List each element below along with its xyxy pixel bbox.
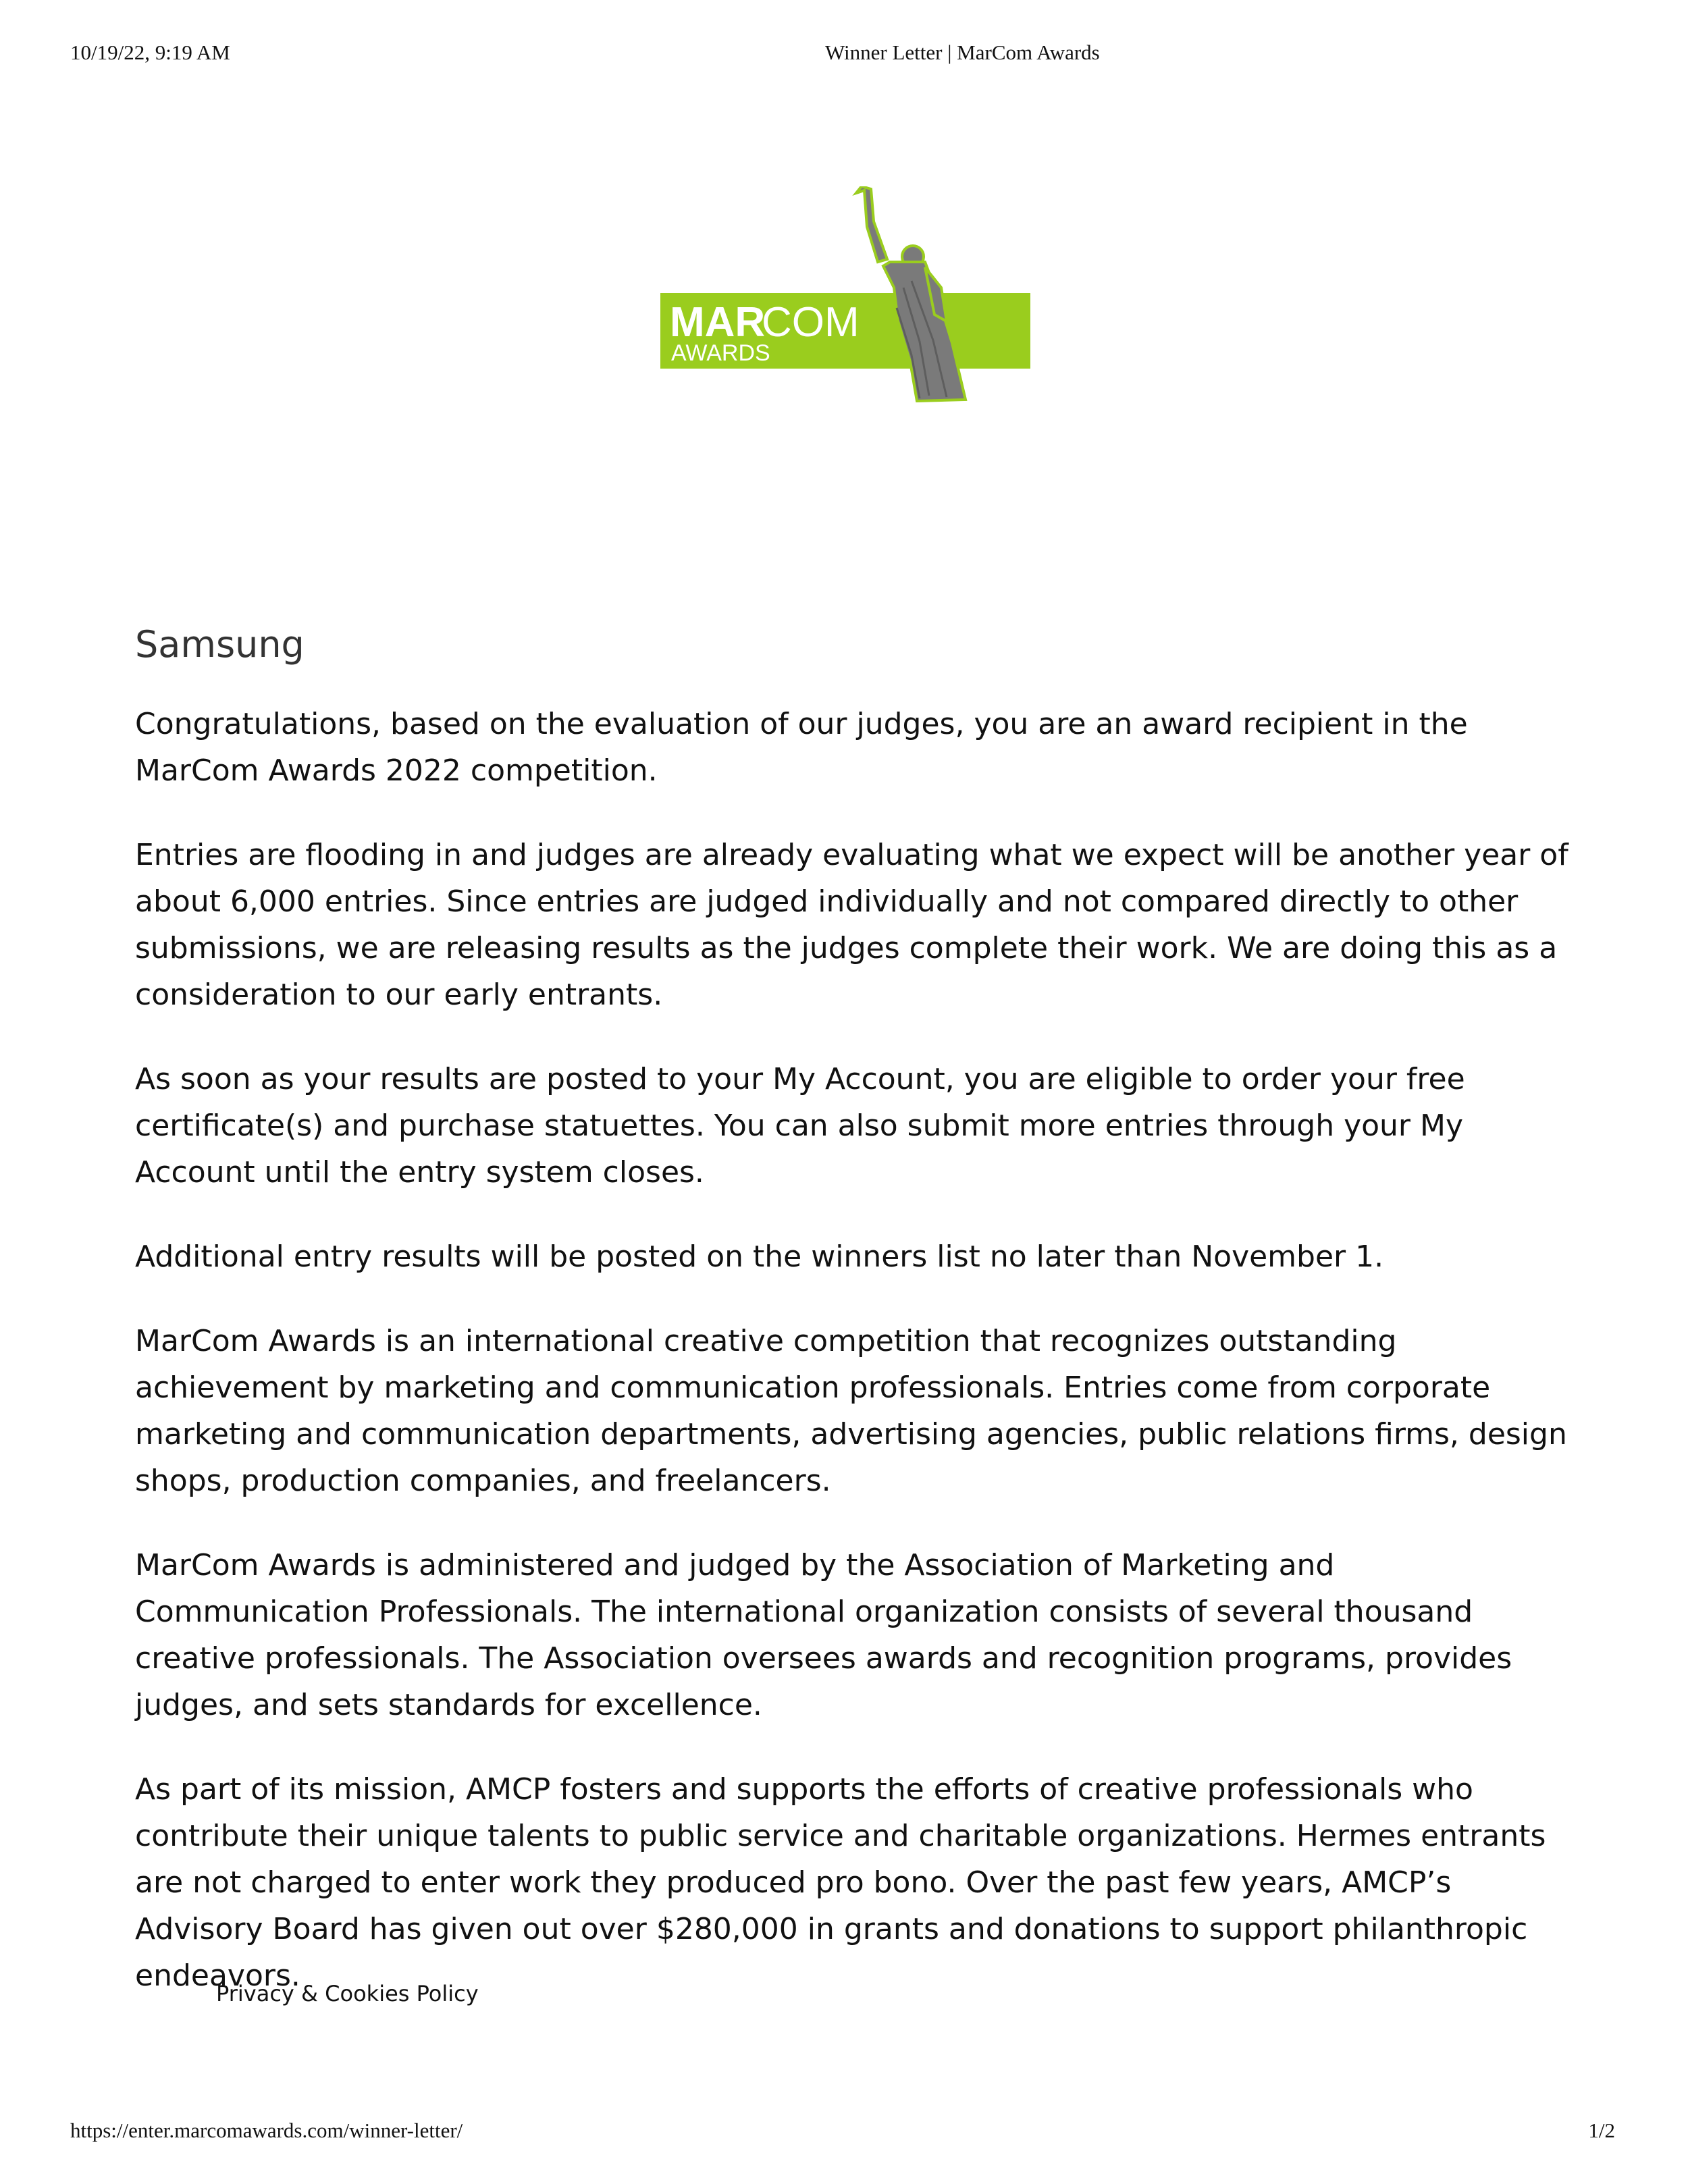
logo-text-com: COM	[762, 299, 860, 346]
letter-paragraph: MarCom Awards is administered and judged by the Association of Marketing and Communication Professionals. The international organization consists of several thousand creative professionals. The Association oversees awards and recognition programs, provides judges, and sets standards for excellence.	[135, 1548, 1512, 1722]
logo-text-mar: MAR	[670, 299, 766, 346]
logo-text-awards: AWARDS	[671, 340, 770, 366]
print-page-number: 1/2	[1588, 2119, 1615, 2142]
letter-paragraph: As soon as your results are posted to your My Account, you are eligible to order your free certificate(s) and purchase statuettes. You can also submit more entries through your My Account until the entry system closes.	[135, 1062, 1465, 1190]
recipient-name: Samsung	[135, 623, 305, 666]
letter-paragraph: As part of its mission, AMCP fosters and supports the efforts of creative professionals who contribute their unique talents to public service and charitable organizations. Hermes entrants are not charged to enter work they produced pro bono. Over the past few years, AMCP’s Advisory Board has given out over $280,000 in grants and donations to support philanthropic endeavors.	[135, 1772, 1546, 1993]
marcom-awards-logo	[660, 186, 1038, 402]
print-footer	[0, 2119, 1688, 2146]
letter-paragraph: MarCom Awards is an international creative competition that recognizes outstanding achievement by marketing and communication professionals. Entries come from corporate marketing and communication departments, advertising agencies, public relations firms, design shops, production companies, and freelancers.	[135, 1324, 1567, 1498]
privacy-cookies-policy-link[interactable]: Privacy & Cookies Policy	[216, 1981, 479, 2006]
letter-paragraph: Congratulations, based on the evaluation of our judges, you are an award recipient in the MarCom Awards 2022 competition.	[135, 707, 1468, 788]
winner-letter	[135, 621, 1573, 2037]
print-url: https://enter.marcomawards.com/winner-letter/	[70, 2119, 463, 2142]
print-datetime: 10/19/22, 9:19 AM	[70, 41, 230, 64]
print-page-title: Winner Letter | MarCom Awards	[825, 41, 1100, 64]
letter-paragraph: Additional entry results will be posted on the winners list no later than November 1.	[135, 1240, 1384, 1274]
print-header	[0, 41, 1688, 68]
letter-paragraph: Entries are flooding in and judges are already evaluating what we expect will be another year of about 6,000 entries. Since entries are judged individually and not compared directly to other submissions, we are releasing results as the judges complete their work. We are doing this as a consideration to our early entrants.	[135, 838, 1568, 1012]
